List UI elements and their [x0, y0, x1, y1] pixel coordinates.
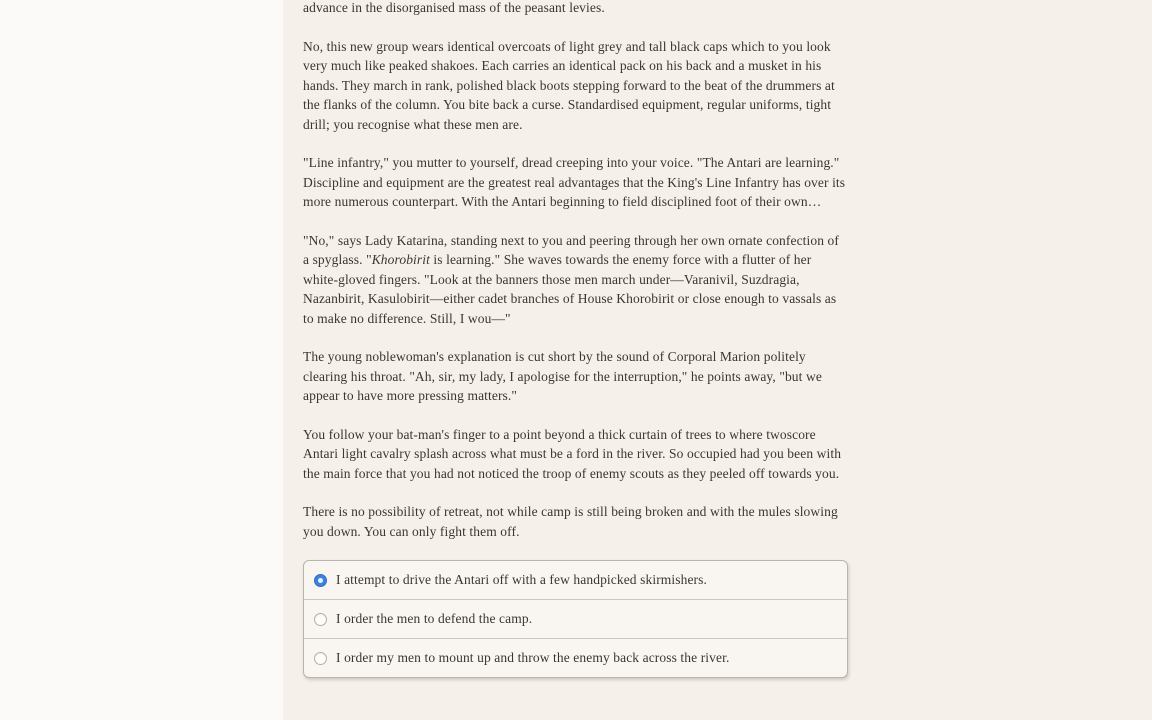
choice-option-label: I order my men to mount up and throw the enemy back across the river. [336, 650, 730, 666]
story-segment: No, this new group wears identical overcoats of light grey and tall black caps which to you look very much like peaked shakoes. Each carries an identical pack on his back and a musket in his hands. They march in rank, polished black boots stepping forward to the beat of the drummers at the flanks of the column. You bite back a curse. Standardised equipment, regular uniforms, tight drill; you recognise what these men are. [303, 38, 835, 132]
story-paragraph [303, 153, 848, 212]
story-paragraph [303, 37, 848, 135]
choice-option-label: I order the men to defend the camp. [336, 611, 533, 627]
choice-option[interactable] [304, 561, 847, 599]
story-text [303, 0, 848, 541]
choice-option-label: I attempt to drive the Antari off with a few handpicked skirmishers. [336, 572, 707, 588]
story-content [303, 0, 848, 678]
story-paragraph [303, 231, 848, 329]
choice-group [303, 560, 848, 678]
story-segment: "No," says Lady Katarina, standing next to you and peering through her own ornate confection of a spyglass. " [303, 232, 839, 267]
story-segment-italic: Khorobirit [371, 252, 430, 267]
story-segment: There is no possibility of retreat, not while camp is still being broken and with the mules slowing you down. You can only fight them off. [303, 504, 838, 539]
story-segment: "Line infantry," you mutter to yourself, dread creeping into your voice. "The Antari are learning." Discipline and equipment are the greatest real advantages that the King's Line Infantry has over its more numerous counterpart. With the Antari beginning to field disciplined foot of their own… [303, 155, 846, 209]
radio-unselected-icon[interactable] [314, 613, 327, 626]
radio-unselected-icon[interactable] [314, 652, 327, 665]
story-paragraph [303, 0, 848, 18]
story-paragraph [303, 347, 848, 406]
choice-option[interactable] [304, 599, 847, 638]
story-segment: advance in the disorganised mass of the peasant levies. [303, 0, 605, 15]
radio-selected-icon[interactable] [314, 574, 327, 587]
story-page [283, 0, 1152, 720]
story-segment: is learning." She waves towards the enemy force with a flutter of her white-gloved fingers. "Look at the banners those men march under—Varanivil, Suzdragia, Nazanbirit, Kasulobirit—either cadet branches of House Khorobirit or close enough to vassals as to make no difference. Still, I wou—" [303, 252, 837, 326]
story-paragraph [303, 502, 848, 541]
story-segment: The young noblewoman's explanation is cut short by the sound of Corporal Marion politely clearing his throat. "Ah, sir, my lady, I apologise for the interruption," he points away, "but we appear to have more pressing matters." [303, 349, 822, 403]
story-segment: You follow your bat-man's finger to a point beyond a thick curtain of trees to where twoscore Antari light cavalry splash across what must be a ford in the river. So occupied had you been with the main force that you had not noticed the troop of enemy scouts as they peeled off towards you. [303, 426, 842, 481]
choice-option[interactable] [304, 638, 847, 677]
story-paragraph [303, 425, 848, 484]
